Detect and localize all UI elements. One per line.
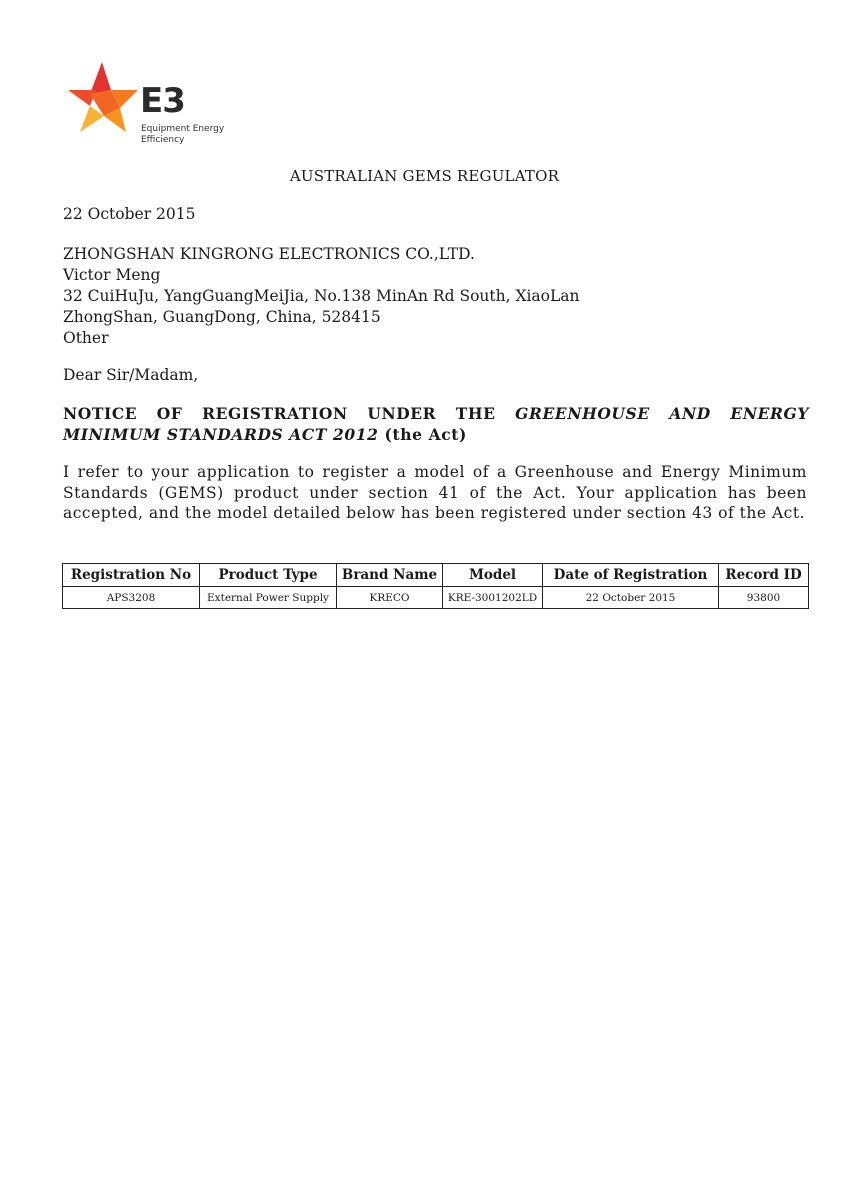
address-country: Other (63, 329, 109, 347)
address-city: ZhongShan, GuangDong, China, 528415 (63, 308, 381, 326)
table-row (63, 587, 809, 609)
heading-part1: NOTICE OF REGISTRATION UNDER THE (63, 404, 516, 423)
star-icon (66, 60, 141, 135)
cell-registration-no: APS3208 (63, 587, 200, 609)
table-header-row (63, 564, 809, 587)
cell-product-type: External Power Supply (200, 587, 337, 609)
cell-model: KRE-3001202LD (443, 587, 543, 609)
e3-logo (66, 60, 236, 150)
header-brand-name: Brand Name (337, 564, 443, 587)
cell-date-of-registration: 22 October 2015 (543, 587, 719, 609)
heading-part2: (the Act) (378, 425, 467, 444)
logo-tagline-line2: Efficiency (141, 135, 185, 145)
header-record-id: Record ID (719, 564, 809, 587)
regulator-title: AUSTRALIAN GEMS REGULATOR (289, 167, 560, 185)
registration-table (62, 563, 809, 609)
header-model: Model (443, 564, 543, 587)
address-company: ZHONGSHAN KINGRONG ELECTRONICS CO.,LTD. (63, 245, 475, 263)
header-registration-no: Registration No (63, 564, 200, 587)
recipient-address (63, 244, 580, 349)
address-street: 32 CuiHuJu, YangGuangMeiJia, No.138 MinAn Rd South, XiaoLan (63, 287, 580, 305)
heading-act-name: GREENHOUSE AND ENERGY MINIMUM STANDARDS ACT 2012 (63, 404, 809, 444)
body-paragraph: I refer to your application to register a model of a Greenhouse and Energy Minimum Standards (GEMS) product under section 41 of the Act. Your application has been accepted, and the model detailed below has been registered under section 43 of the Act. (63, 463, 807, 522)
header-product-type: Product Type (200, 564, 337, 587)
letter-date: 22 October 2015 (63, 205, 196, 223)
logo-tagline (141, 124, 241, 146)
salutation: Dear Sir/Madam, (63, 366, 199, 384)
cell-record-id: 93800 (719, 587, 809, 609)
logo-wordmark: E3 (140, 81, 185, 121)
logo-tagline-line1: Equipment Energy (141, 124, 225, 134)
address-contact: Victor Meng (63, 266, 161, 284)
header-date-of-registration: Date of Registration (543, 564, 719, 587)
notice-heading (63, 403, 809, 445)
cell-brand-name: KRECO (337, 587, 443, 609)
